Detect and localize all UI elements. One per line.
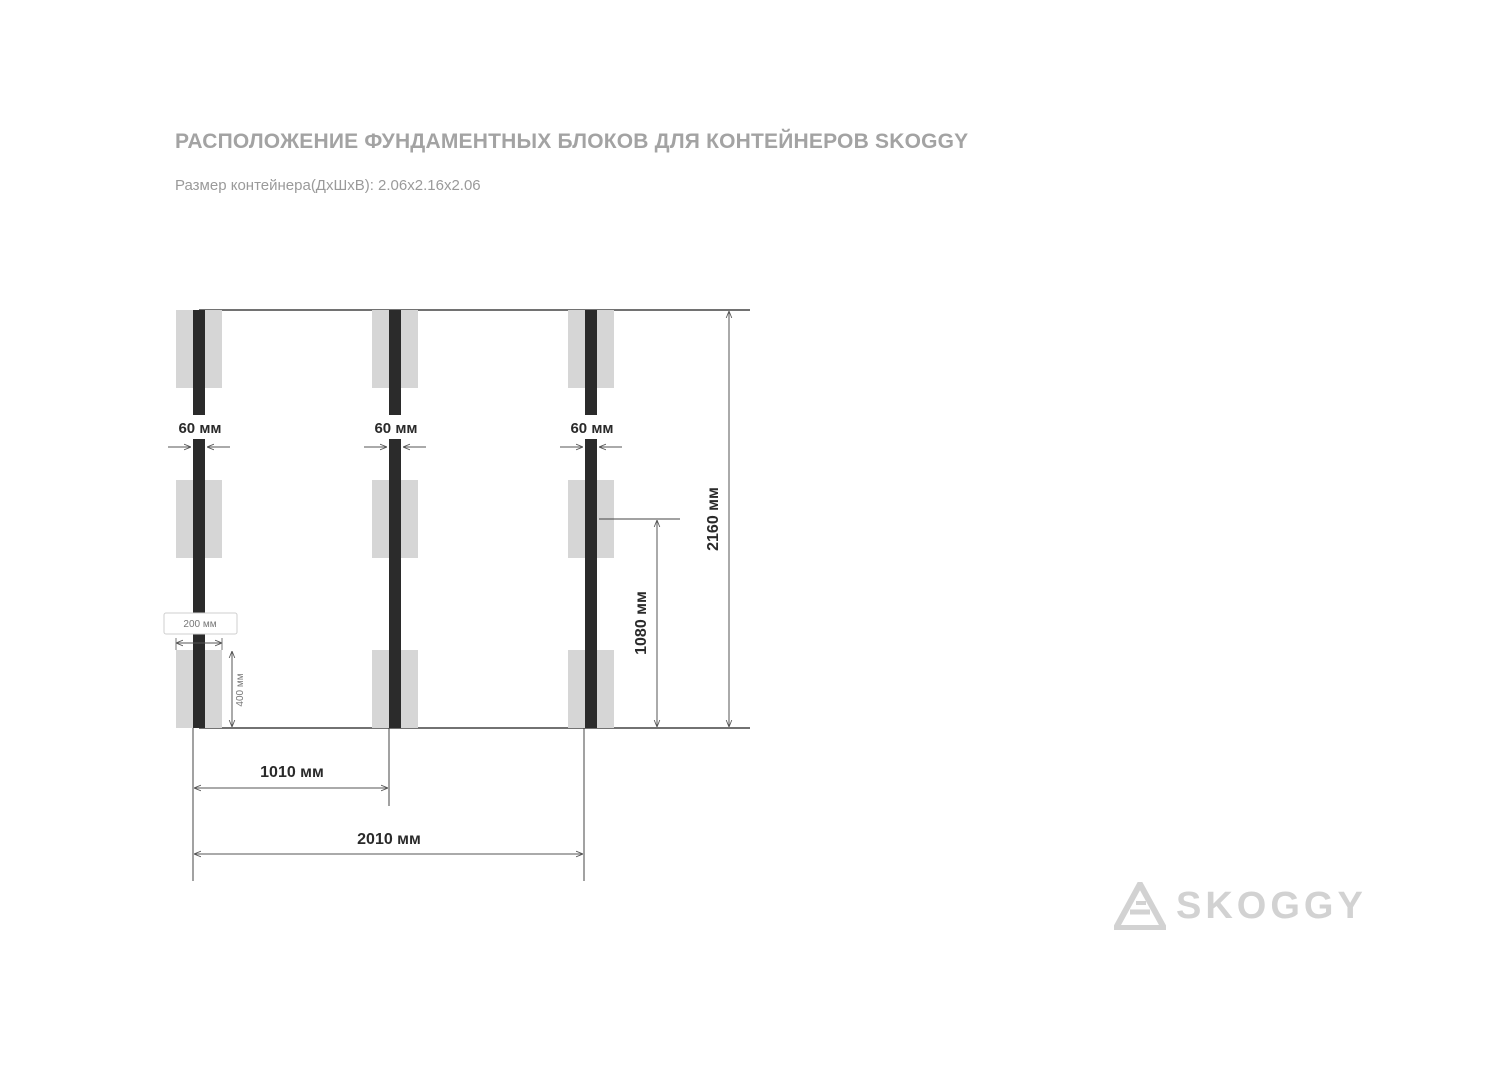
support-beam <box>585 310 597 728</box>
beam-width-label: 60 мм <box>374 420 418 437</box>
support-beams <box>193 310 597 728</box>
support-beam <box>389 310 401 728</box>
total-height-label: 2160 мм <box>705 487 722 551</box>
block-height-label: 400 мм <box>235 673 246 707</box>
width-dimensions <box>193 728 584 881</box>
half-height-label: 1080 мм <box>633 591 650 655</box>
support-beam <box>193 310 205 728</box>
skoggy-logo <box>1114 880 1367 932</box>
height-dimensions <box>599 311 729 727</box>
container-size-subtitle: Размер контейнера(ДхШхВ): 2.06х2.16х2.06 <box>175 177 481 194</box>
total-width-label: 2010 мм <box>357 831 421 848</box>
block-width-label: 200 мм <box>183 619 217 630</box>
beam-width-label: 60 мм <box>178 420 222 437</box>
diagram-title: РАСПОЛОЖЕНИЕ ФУНДАМЕНТНЫХ БЛОКОВ ДЛЯ КОНТЕЙНЕРОВ SKOGGY <box>175 130 969 153</box>
spacing-label: 1010 мм <box>260 764 324 781</box>
beam-width-label: 60 мм <box>570 420 614 437</box>
logo-text: SKOGGY <box>1176 884 1367 927</box>
skoggy-triangle-icon <box>1114 882 1166 930</box>
